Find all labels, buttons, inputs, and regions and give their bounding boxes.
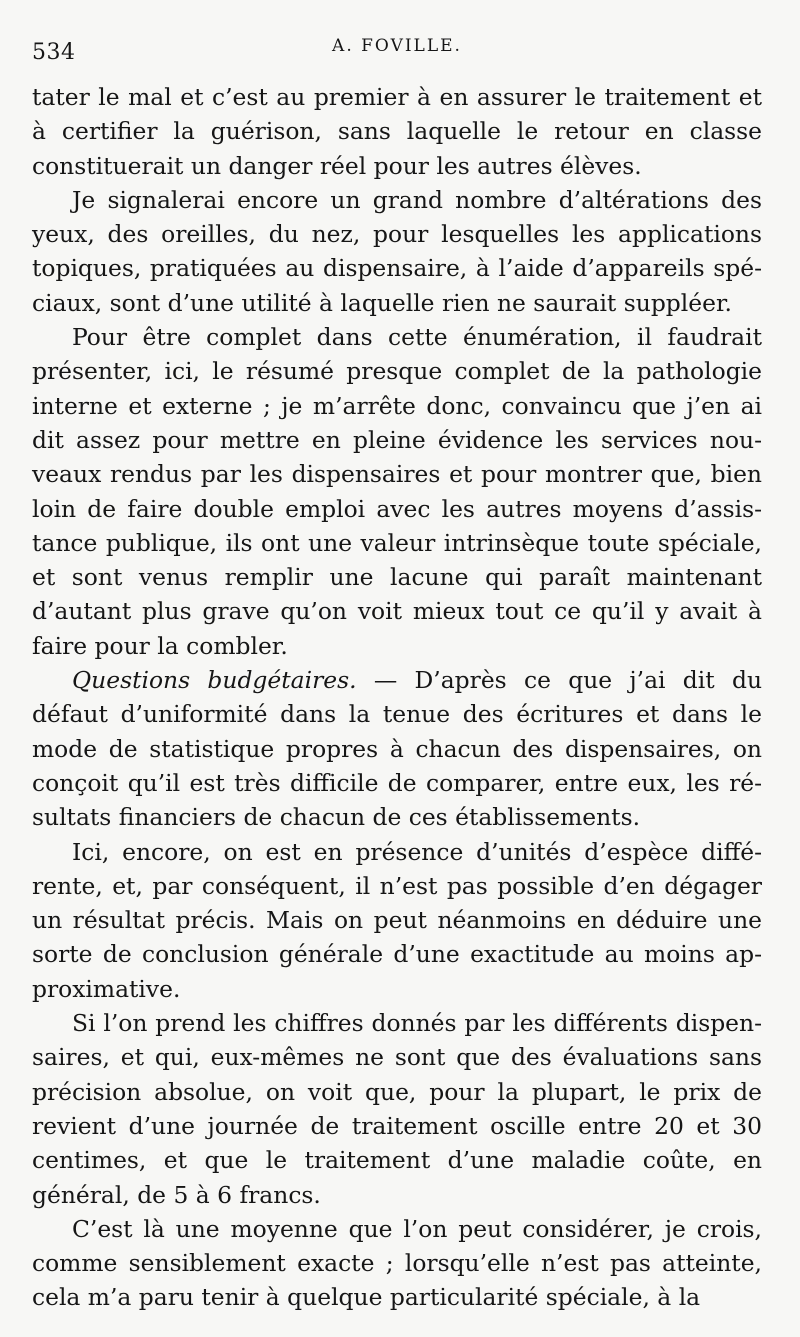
paragraph-text: Pour être complet dans cette énumération, il faudrait présenter, ici, le résumé presque complet de la pathologie interne et externe ; je m’arrête donc, convaincu que j’en ai dit assez pour mettre en pleine évidence les services nouveaux rendus par les dispensaires et pour montrer que, bien loin de faire double emploi avec les autres moyens d’assistance publique, ils ont une valeur intrinsèque toute spéciale, et sont venus remplir une lacune qui paraît maintenant d’autant plus grave qu’on voit mieux tout ce qu’il y avait à faire pour la combler. (32, 323, 762, 660)
body-text (32, 80, 762, 1315)
paragraph-eye-ear-nose (32, 183, 762, 320)
section-lead-heading: Questions budgétaires. (72, 666, 357, 695)
paragraph-continuation (32, 80, 762, 183)
running-title: A. FOVILLE. (332, 36, 462, 56)
paragraph-enumeration (32, 320, 762, 663)
paragraph-figures (32, 1006, 762, 1212)
paragraph-text: tater le mal et c’est au premier à en assurer le traitement et à certifier la guérison, sans laquelle le retour en classe constituerait un danger réel pour les autres élèves. (32, 83, 762, 180)
running-head (32, 36, 762, 80)
paragraph-average (32, 1212, 762, 1315)
paragraph-budget-questions (32, 663, 762, 834)
paragraph-text: Ici, encore, on est en présence d’unités d’espèce différente, et, par conséquent, il n’est pas possible d’en dégager un résultat précis. Mais on peut néanmoins en déduire une sorte de conclusion générale d’une exactitude au moins approximative. (32, 837, 762, 1003)
paragraph-text: Je signalerai encore un grand nombre d’altérations des yeux, des oreilles, du nez, pour lesquelles les applications topiques, pratiquées au dispensaire, à l’aide d’appareils spéciaux, sont d’une utilité à laquelle rien ne saurait suppléer. (32, 185, 762, 317)
paragraph-text: C’est là une moyenne que l’on peut considérer, je crois, comme sensiblement exacte ; lorsqu’elle n’est pas atteinte, cela m’a paru tenir à quelque particularité spéciale, à la (32, 1214, 762, 1312)
paragraph-text: Si l’on prend les chiffres donnés par les différents dispensaires, et qui, eux-mêmes ne sont que des évaluations sans précision absolue, on voit que, pour la plupart, le prix de revient d’une journée de traitement oscille entre 20 et 30 centimes, et que le traitement d’une maladie coûte, en général, de 5 à 6 francs. (32, 1009, 762, 1209)
page-number: 534 (32, 40, 76, 65)
paragraph-text: — D’après ce que j’ai dit du défaut d’uniformité dans la tenue des écritures et dans le mode de statistique propres à chacun des dispensaires, on conçoit qu’il est très difficile de comparer, entre eux, les résultats financiers de chacun de ces établissements. (32, 666, 763, 832)
paragraph-units (32, 835, 762, 1006)
